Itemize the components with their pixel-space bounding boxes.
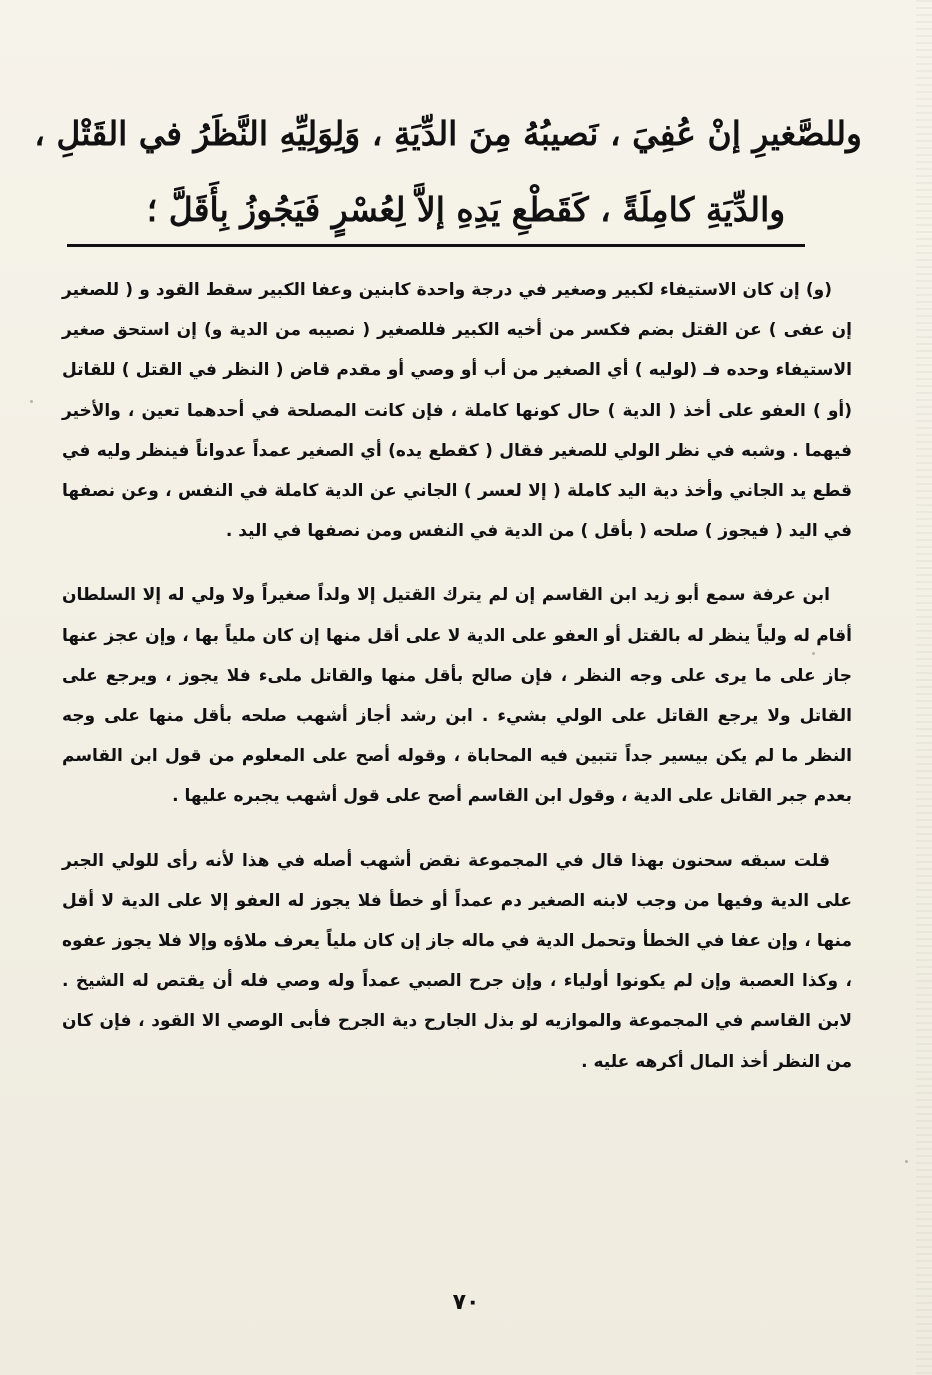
- matn-line-1: وللصَّغيرِ إنْ عُفِيَ ، نَصيبُهُ مِنَ الدِّيَةِ ، وَلِوَلِيِّهِ النَّظَرُ في القَتْلِ ،: [34, 114, 862, 153]
- ink-speck: [905, 1160, 908, 1163]
- page-edge-texture: [916, 0, 932, 1375]
- commentary-paragraph-3: قلت سبقه سحنون بهذا قال في المجموعة نقض أشهب أصله في هذا لأنه رأى للولي الجبر على الدية وفيها من وجب لابنه الصغير دم عمداً أو خطأ فلا يجوز له العفو إلا على الدية لا أقل منها ، وإن عفا في الخطأ وتحمل الدية في ماله جاز إن كان ملياً يعرف ملاؤه وإلا فلا يجوز عفوه ، وكذا العصبة وإن لم يكونوا أولياء ، وإن جرح الصبي عمداً وله وصي فله أن يقتص له الشيخ . لابن القاسم في المجموعة والموازيه لو بذل الجارح دية الجرح فأبى الوصي الا القود ، فإن كان من النظر أخذ المال أكرهه عليه .: [62, 850, 852, 1072]
- matn-line-2: والدِّيَةِ كامِلَةً ، كَقَطْعِ يَدِهِ إلاَّ لِعُسْرٍ فَيَجُوزُ بِأَقَلَّ ؛: [146, 190, 786, 229]
- ink-speck: [30, 400, 33, 403]
- commentary-paragraph-1: (و) إن كان الاستيفاء لكبير وصغير في درجة واحدة كابنين وعفا الكبير سقط القود و ( للصغير إن عفى ) عن القتل بضم فكسر من أخيه الكبير فللصغير ( نصيبه من الدية و) إن استحق صغير الاستيفاء وحده فـ (لوليه ) أي الصغير من أب أو وصي أو مقدم قاض ( النظر في القتل ) للقاتل (أو ) العفو على أخذ ( الدية ) حال كونها كاملة ، فإن كانت المصلحة في أحدهما تعين ، والأخير فيهما . وشبه في نظر الولي للصغير فقال ( كقطع يده) أي الصغير عمداً عدواناً فينظر وليه في قطع يد الجاني وأخذ دية اليد كاملة ( إلا لعسر ) الجاني عن الدية كاملة في النفس ، وعن نصفها في اليد ( فيجوز ) صلحه ( بأقل ) من الدية في النفس ومن نصفها في اليد .: [62, 280, 852, 542]
- commentary-paragraph-2: ابن عرفة سمع أبو زيد ابن القاسم إن لم يترك القتيل إلا ولداً صغيراً ولا ولي له إلا السلطان أقام له ولياً ينظر له بالقتل أو العفو على الدية لا على أقل منها إن كان ملياً بها ، وإن عجز عنها جاز على ما يرى على وجه النظر ، فإن صالح بأقل منها والقاتل ملىء فلا يجوز ، ويرجع على القاتل ولا يرجع القاتل على الولي بشيء . ابن رشد أجاز أشهب صلحه بأقل منها على وجه النظر ما لم يكن بيسير جداً تتبين فيه المحاباة ، وقوله أصح على المعلوم من قول ابن القاسم بعدم جبر القاتل على الدية ، وقول ابن القاسم أصح على قول أشهب يجبره عليها .: [62, 585, 852, 807]
- page-number: ٧٠: [452, 1290, 480, 1315]
- matn-header: [34, 96, 862, 248]
- ink-speck: [812, 652, 815, 655]
- header-divider: [67, 244, 805, 247]
- commentary-body: [62, 270, 852, 1106]
